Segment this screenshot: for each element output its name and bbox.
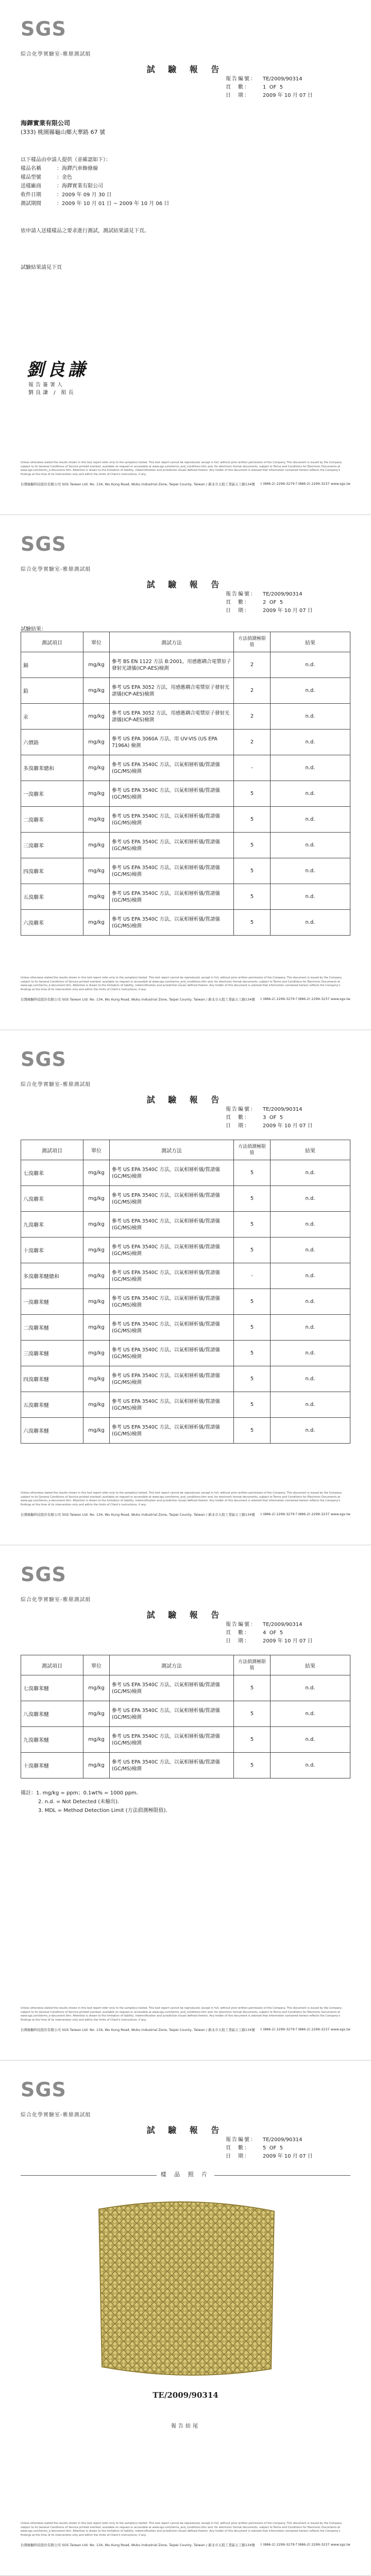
test-unit: mg/kg bbox=[83, 755, 110, 781]
test-item: 多溴聯苯總和 bbox=[21, 755, 83, 781]
disclaimer: Unless otherwise stated the results shown in this test report refer only to the sample(s) tested. This test report cannot be reproduced, except in full, without prior written permission of the Company. This document is issued by the Company subject to its General Conditions of Service printed overleaf, available on request or accessible at www.sgs.com/terms_and_conditions.htm and, for electronic format documents, subject to Terms and Conditions for Electronic Documents at www.sgs.com/terms_e-document.htm. Attention is drawn to the limitation of liability, indemnification and jurisdiction issues defined therein. Any holder of this document is advised that information contained hereon reflects the Company's findings at the time of its intervention only and within the limits of Client's instructions, if any. bbox=[21, 2007, 342, 2022]
test-method: 參考 US EPA 3540C 方法，以氣相層析儀/質譜儀(GC/MS)檢測 bbox=[110, 833, 234, 858]
test-unit: mg/kg bbox=[83, 1392, 110, 1418]
col-method: 測試方法 bbox=[110, 632, 234, 652]
test-result: n.d. bbox=[271, 678, 350, 704]
test-unit: mg/kg bbox=[83, 858, 110, 884]
test-item: 八溴聯苯醚 bbox=[21, 1701, 83, 1727]
footer-phone: t (886-2) 2299-3279 f (886-2) 2299-3237 www.sgs.tw bbox=[260, 2543, 350, 2547]
test-result: n.d. bbox=[271, 1753, 350, 1778]
test-method: 參考 US EPA 3540C 方法，以氣相層析儀/質譜儀(GC/MS)檢測 bbox=[110, 1392, 234, 1418]
test-method: 參考 US EPA 3060A 方法，用 UV-VIS (US EPA 7196A) 檢測 bbox=[110, 730, 234, 755]
signature: 劉良謙 bbox=[25, 360, 93, 380]
test-mdl: 5 bbox=[234, 1212, 271, 1238]
test-method: 參考 US EPA 3540C 方法，以氣相層析儀/質譜儀(GC/MS)檢測 bbox=[110, 1289, 234, 1315]
report-meta bbox=[226, 75, 313, 100]
test-unit: mg/kg bbox=[83, 652, 110, 678]
col-item: 測試項目 bbox=[21, 1140, 83, 1160]
sgs-logo bbox=[21, 1048, 78, 1072]
table-row bbox=[21, 755, 350, 781]
table-row bbox=[21, 652, 350, 678]
test-item: 六溴聯苯 bbox=[21, 910, 83, 936]
fabric-swatch bbox=[99, 2202, 274, 2375]
test-mdl: 5 bbox=[234, 884, 271, 910]
test-item: 一溴聯苯 bbox=[21, 781, 83, 807]
report-title: 試 驗 報 告 bbox=[146, 580, 225, 589]
signer-name: 劉良謙 / 組長 bbox=[28, 390, 76, 396]
report-page-1 bbox=[0, 0, 371, 515]
table-row bbox=[21, 781, 350, 807]
test-unit: mg/kg bbox=[83, 1263, 110, 1289]
report-title: 試 驗 報 告 bbox=[146, 64, 225, 74]
test-result: n.d. bbox=[271, 781, 350, 807]
test-unit: mg/kg bbox=[83, 678, 110, 704]
sgs-logo-text: SGS bbox=[21, 1563, 66, 1586]
test-result: n.d. bbox=[271, 730, 350, 755]
sgs-logo-text: SGS bbox=[21, 18, 66, 40]
test-item: 鉛 bbox=[21, 678, 83, 704]
page-footer bbox=[21, 2007, 350, 2032]
test-result: n.d. bbox=[271, 1238, 350, 1263]
footer-address: 台灣檢驗科技股份有限公司 SGS Taiwan Ltd. No. 134, Wu Kung Road, Wuku Industrial Zone, Taipei County, Taiwan / 新北市五股工業區五工路134號 bbox=[21, 997, 255, 1002]
test-result: n.d. bbox=[271, 1186, 350, 1212]
test-item: 汞 bbox=[21, 704, 83, 730]
footer-address-row bbox=[21, 1512, 350, 1517]
test-unit: mg/kg bbox=[83, 1727, 110, 1753]
test-item: 八溴聯苯 bbox=[21, 1186, 83, 1212]
col-unit: 單位 bbox=[83, 1140, 110, 1160]
test-method: 參考 US EPA 3540C 方法，以氣相層析儀/質譜儀(GC/MS)檢測 bbox=[110, 1753, 234, 1778]
test-unit: mg/kg bbox=[83, 1315, 110, 1341]
test-mdl: 5 bbox=[234, 1675, 271, 1701]
report-page-5 bbox=[0, 2061, 371, 2576]
test-method: 參考 US EPA 3540C 方法，以氣相層析儀/質譜儀(GC/MS)檢測 bbox=[110, 884, 234, 910]
table-row bbox=[21, 1289, 350, 1315]
remarks bbox=[21, 1789, 167, 1815]
page-count: 5 OF 5 bbox=[263, 2145, 283, 2151]
test-unit: mg/kg bbox=[83, 781, 110, 807]
remark-line: 3. MDL = Method Detection Limit (方法偵測極限值). bbox=[38, 1808, 167, 1814]
page-label: 頁 數： bbox=[226, 84, 250, 90]
test-unit: mg/kg bbox=[83, 1366, 110, 1392]
test-method: 參考 US EPA 3540C 方法，以氣相層析儀/質譜儀(GC/MS)檢測 bbox=[110, 781, 234, 807]
col-result: 結果 bbox=[271, 632, 350, 652]
test-method: 參考 US EPA 3540C 方法，以氣相層析儀/質譜儀(GC/MS)檢測 bbox=[110, 1701, 234, 1727]
test-item: 七溴聯苯 bbox=[21, 1160, 83, 1186]
col-mdl: 方法偵測極限值 bbox=[234, 1140, 271, 1160]
table-row bbox=[21, 678, 350, 704]
signer-block bbox=[28, 381, 76, 397]
col-unit: 單位 bbox=[83, 632, 110, 652]
test-method: 參考 BS EN 1122 方法 B:2001，用感應耦合電漿原子發射光譜儀(ICP-AES)檢測 bbox=[110, 652, 234, 678]
table-row bbox=[21, 1675, 350, 1701]
test-result: n.d. bbox=[271, 1315, 350, 1341]
report-no: TE/2009/90314 bbox=[263, 591, 302, 597]
test-mdl: 2 bbox=[234, 704, 271, 730]
col-unit: 單位 bbox=[83, 1655, 110, 1675]
test-method: 參考 US EPA 3540C 方法，以氣相層析儀/質譜儀(GC/MS)檢測 bbox=[110, 1212, 234, 1238]
test-method: 參考 US EPA 3540C 方法，以氣相層析儀/質譜儀(GC/MS)檢測 bbox=[110, 1160, 234, 1186]
footer-phone: t (886-2) 2299-3279 f (886-2) 2299-3237 www.sgs.tw bbox=[260, 2027, 350, 2031]
report-end: 報告結尾 bbox=[171, 2424, 200, 2429]
test-item: 六溴聯苯醚 bbox=[21, 1418, 83, 1444]
test-result: n.d. bbox=[271, 755, 350, 781]
sample-intro: 以下樣品由申請人提供（並確認如下）： bbox=[21, 157, 111, 163]
test-mdl: 5 bbox=[234, 1366, 271, 1392]
test-mdl: 2 bbox=[234, 678, 271, 704]
page-count: 1 OF 5 bbox=[263, 84, 283, 90]
table-row bbox=[21, 858, 350, 884]
test-method: 參考 US EPA 3540C 方法，以氣相層析儀/質譜儀(GC/MS)檢測 bbox=[110, 1675, 234, 1701]
test-item: 三溴聯苯 bbox=[21, 833, 83, 858]
applicant-name: 海鐸實業有限公司 bbox=[21, 120, 71, 127]
test-result: n.d. bbox=[271, 1675, 350, 1701]
test-unit: mg/kg bbox=[83, 1186, 110, 1212]
report-date: 2009 年 10 月 07 日 bbox=[263, 1638, 313, 1644]
test-mdl: 5 bbox=[234, 1315, 271, 1341]
test-mdl: 2 bbox=[234, 730, 271, 755]
lab-subtitle: 綜合化學實驗室-雅鼎測試組 bbox=[21, 52, 91, 57]
test-result: n.d. bbox=[271, 1212, 350, 1238]
col-result: 結果 bbox=[271, 1140, 350, 1160]
results-table bbox=[21, 1140, 350, 1444]
test-unit: mg/kg bbox=[83, 1341, 110, 1366]
test-method: 參考 US EPA 3052 方法，用感應耦合電漿原子發射光譜儀(ICP-AES)檢測 bbox=[110, 678, 234, 704]
test-mdl: 5 bbox=[234, 1289, 271, 1315]
test-mdl: - bbox=[234, 1263, 271, 1289]
table-row bbox=[21, 1315, 350, 1341]
test-mdl: 5 bbox=[234, 1701, 271, 1727]
sample-field: 測試期間 ： 2009 年 10 月 01 日 ~ 2009 年 10 月 06 日 bbox=[21, 201, 170, 207]
col-item: 測試項目 bbox=[21, 632, 83, 652]
test-mdl: - bbox=[234, 755, 271, 781]
report-no-label: 報告編號： bbox=[226, 76, 257, 82]
results-table bbox=[21, 632, 350, 936]
test-method: 參考 US EPA 3540C 方法，以氣相層析儀/質譜儀(GC/MS)檢測 bbox=[110, 1186, 234, 1212]
page-footer bbox=[21, 2522, 350, 2547]
test-mdl: 5 bbox=[234, 807, 271, 833]
remark-line: 2. n.d. = Not Detected (未檢出). bbox=[38, 1799, 120, 1805]
test-method: 參考 US EPA 3052 方法，用感應耦合電漿原子發射光譜儀(ICP-AES)檢測 bbox=[110, 704, 234, 730]
table-row bbox=[21, 884, 350, 910]
footer-address: 台灣檢驗科技股份有限公司 SGS Taiwan Ltd. No. 134, Wu Kung Road, Wuku Industrial Zone, Taipei County, Taiwan / 新北市五股工業區五工路134號 bbox=[21, 2543, 255, 2547]
test-method: 參考 US EPA 3540C 方法，以氣相層析儀/質譜儀(GC/MS)檢測 bbox=[110, 1341, 234, 1366]
table-row bbox=[21, 1753, 350, 1778]
sample-photo bbox=[89, 2189, 284, 2384]
test-method: 參考 US EPA 3540C 方法，以氣相層析儀/質譜儀(GC/MS)檢測 bbox=[110, 1238, 234, 1263]
disclaimer: Unless otherwise stated the results shown in this test report refer only to the sample(s) tested. This test report cannot be reproduced, except in full, without prior written permission of the Company. This document is issued by the Company subject to its General Conditions of Service printed overleaf, available on request or accessible at www.sgs.com/terms_and_conditions.htm and, for electronic format documents, subject to Terms and Conditions for Electronic Documents at www.sgs.com/terms_e-document.htm. Attention is drawn to the limitation of liability, indemnification and jurisdiction issues defined therein. Any holder of this document is advised that information contained hereon reflects the Company's findings at the time of its intervention only and within the limits of Client's instructions, if any. bbox=[21, 2522, 342, 2537]
test-method: 參考 US EPA 3540C 方法，以氣相層析儀/質譜儀(GC/MS)檢測 bbox=[110, 807, 234, 833]
report-date: 2009 年 10 月 07 日 bbox=[263, 2154, 313, 2159]
test-unit: mg/kg bbox=[83, 1701, 110, 1727]
report-page-2 bbox=[0, 515, 371, 1030]
test-result: n.d. bbox=[271, 1366, 350, 1392]
footer-address: 台灣檢驗科技股份有限公司 SGS Taiwan Ltd. No. 134, Wu Kung Road, Wuku Industrial Zone, Taipei County, Taiwan / 新北市五股工業區五工路134號 bbox=[21, 482, 255, 486]
table-row bbox=[21, 1701, 350, 1727]
test-unit: mg/kg bbox=[83, 1212, 110, 1238]
lab-subtitle: 綜合化學實驗室-雅鼎測試組 bbox=[21, 567, 91, 572]
test-mdl: 5 bbox=[234, 1753, 271, 1778]
test-unit: mg/kg bbox=[83, 1418, 110, 1444]
test-result: n.d. bbox=[271, 1341, 350, 1366]
page-count: 4 OF 5 bbox=[263, 1630, 283, 1636]
test-result: n.d. bbox=[271, 1392, 350, 1418]
table-row bbox=[21, 1160, 350, 1186]
test-item: 二溴聯苯醚 bbox=[21, 1315, 83, 1341]
test-unit: mg/kg bbox=[83, 1753, 110, 1778]
test-mdl: 5 bbox=[234, 858, 271, 884]
sample-field: 樣品型號 ： 金色 bbox=[21, 175, 72, 180]
test-result: n.d. bbox=[271, 704, 350, 730]
page-count: 3 OF 5 bbox=[263, 1115, 283, 1121]
test-result: n.d. bbox=[271, 1289, 350, 1315]
remark-line: 備註：1. mg/kg = ppm；0.1wt% = 1000 ppm. bbox=[21, 1790, 138, 1796]
sgs-logo bbox=[21, 533, 78, 556]
test-item: 六價鉻 bbox=[21, 730, 83, 755]
sgs-logo bbox=[21, 18, 78, 41]
test-method: 參考 US EPA 3540C 方法，以氣相層析儀/質譜儀(GC/MS)檢測 bbox=[110, 858, 234, 884]
report-no: TE/2009/90314 bbox=[263, 1622, 302, 1628]
test-mdl: 5 bbox=[234, 1392, 271, 1418]
test-result: n.d. bbox=[271, 858, 350, 884]
test-mdl: 2 bbox=[234, 652, 271, 678]
table-row bbox=[21, 1418, 350, 1444]
test-method: 參考 US EPA 3540C 方法，以氣相層析儀/質譜儀(GC/MS)檢測 bbox=[110, 1315, 234, 1341]
col-mdl: 方法偵測極限值 bbox=[234, 1655, 271, 1675]
test-result: n.d. bbox=[271, 807, 350, 833]
test-mdl: 5 bbox=[234, 1727, 271, 1753]
test-request-note: 依申請人送樣樣品之要求進行測試，測試結果請見下頁。 bbox=[21, 228, 149, 234]
footer-address: 台灣檢驗科技股份有限公司 SGS Taiwan Ltd. No. 134, Wu Kung Road, Wuku Industrial Zone, Taipei County, Taiwan / 新北市五股工業區五工路134號 bbox=[21, 2028, 255, 2032]
date-label: 日 期： bbox=[226, 93, 250, 98]
table-row bbox=[21, 1341, 350, 1366]
table-row bbox=[21, 807, 350, 833]
report-no: TE/2009/90314 bbox=[263, 2137, 302, 2143]
footer-address: 台灣檢驗科技股份有限公司 SGS Taiwan Ltd. No. 134, Wu Kung Road, Wuku Industrial Zone, Taipei County, Taiwan / 新北市五股工業區五工路134號 bbox=[21, 1513, 255, 1517]
report-no: TE/2009/90314 bbox=[263, 76, 302, 82]
test-method: 參考 US EPA 3540C 方法，以氣相層析儀/質譜儀(GC/MS)檢測 bbox=[110, 1727, 234, 1753]
col-result: 結果 bbox=[271, 1655, 350, 1675]
sgs-logo-text: SGS bbox=[21, 2078, 66, 2101]
col-item: 測試項目 bbox=[21, 1655, 83, 1675]
table-row bbox=[21, 704, 350, 730]
report-title: 試 驗 報 告 bbox=[146, 1610, 225, 1620]
table-row bbox=[21, 1727, 350, 1753]
test-item: 一溴聯苯醚 bbox=[21, 1289, 83, 1315]
test-mdl: 5 bbox=[234, 781, 271, 807]
test-mdl: 5 bbox=[234, 1186, 271, 1212]
test-mdl: 5 bbox=[234, 910, 271, 936]
table-row bbox=[21, 1263, 350, 1289]
test-unit: mg/kg bbox=[83, 910, 110, 936]
page-footer bbox=[21, 1492, 350, 1517]
report-date: 2009 年 10 月 07 日 bbox=[263, 1123, 313, 1129]
test-result: n.d. bbox=[271, 833, 350, 858]
test-result: n.d. bbox=[271, 1263, 350, 1289]
table-row bbox=[21, 1392, 350, 1418]
sgs-logo bbox=[21, 2078, 78, 2102]
test-unit: mg/kg bbox=[83, 1238, 110, 1263]
disclaimer: Unless otherwise stated the results shown in this test report refer only to the sample(s) tested. This test report cannot be reproduced, except in full, without prior written permission of the Company. This document is issued by the Company subject to its General Conditions of Service printed overleaf, available on request or accessible at www.sgs.com/terms_and_conditions.htm and, for electronic format documents, subject to Terms and Conditions for Electronic Documents at www.sgs.com/terms_e-document.htm. Attention is drawn to the limitation of liability, indemnification and jurisdiction issues defined therein. Any holder of this document is advised that information contained hereon reflects the Company's findings at the time of its intervention only and within the limits of Client's instructions, if any. bbox=[21, 1492, 342, 1506]
test-unit: mg/kg bbox=[83, 884, 110, 910]
test-method: 參考 US EPA 3540C 方法，以氣相層析儀/質譜儀(GC/MS)檢測 bbox=[110, 1366, 234, 1392]
footer-address-row bbox=[21, 2027, 350, 2032]
photo-caption: TE/2009/90314 bbox=[153, 2391, 218, 2400]
test-method: 參考 US EPA 3540C 方法，以氣相層析儀/質譜儀(GC/MS)檢測 bbox=[110, 755, 234, 781]
lab-subtitle: 綜合化學實驗室-雅鼎測試組 bbox=[21, 1082, 91, 1088]
test-mdl: 5 bbox=[234, 1418, 271, 1444]
test-item: 四溴聯苯 bbox=[21, 858, 83, 884]
result-note: 試驗結果請見下頁 bbox=[21, 265, 62, 270]
test-item: 四溴聯苯醚 bbox=[21, 1366, 83, 1392]
test-result: n.d. bbox=[271, 910, 350, 936]
test-item: 三溴聯苯醚 bbox=[21, 1341, 83, 1366]
test-unit: mg/kg bbox=[83, 730, 110, 755]
test-result: n.d. bbox=[271, 1701, 350, 1727]
applicant-block bbox=[21, 118, 105, 137]
results-table bbox=[21, 1655, 350, 1778]
test-item: 十溴聯苯 bbox=[21, 1238, 83, 1263]
table-row bbox=[21, 910, 350, 936]
test-item: 多溴聯苯醚總和 bbox=[21, 1263, 83, 1289]
report-date: 2009 年 10 月 07 日 bbox=[263, 608, 313, 614]
table-row bbox=[21, 833, 350, 858]
test-method: 參考 US EPA 3540C 方法，以氣相層析儀/質譜儀(GC/MS)檢測 bbox=[110, 1263, 234, 1289]
test-item: 九溴聯苯 bbox=[21, 1212, 83, 1238]
test-mdl: 5 bbox=[234, 833, 271, 858]
sample-info bbox=[21, 156, 169, 208]
footer-phone: t (886-2) 2299-3279 f (886-2) 2299-3237 www.sgs.tw bbox=[260, 482, 350, 486]
test-mdl: 5 bbox=[234, 1160, 271, 1186]
col-method: 測試方法 bbox=[110, 1655, 234, 1675]
table-row bbox=[21, 1186, 350, 1212]
test-item: 十溴聯苯醚 bbox=[21, 1753, 83, 1778]
lab-subtitle: 綜合化學實驗室-雅鼎測試組 bbox=[21, 2112, 91, 2118]
test-method: 參考 US EPA 3540C 方法，以氣相層析儀/質譜儀(GC/MS)檢測 bbox=[110, 1418, 234, 1444]
sample-field: 送樣廠商 ： 海鐸實業有限公司 bbox=[21, 183, 103, 189]
footer-address-row bbox=[21, 2543, 350, 2547]
col-method: 測試方法 bbox=[110, 1140, 234, 1160]
sgs-logo bbox=[21, 1563, 78, 1587]
report-title: 試 驗 報 告 bbox=[146, 1095, 225, 1105]
footer-phone: t (886-2) 2299-3279 f (886-2) 2299-3237 www.sgs.tw bbox=[260, 1512, 350, 1516]
footer-address-row bbox=[21, 997, 350, 1002]
footer-phone: t (886-2) 2299-3279 f (886-2) 2299-3237 www.sgs.tw bbox=[260, 997, 350, 1001]
test-result: n.d. bbox=[271, 652, 350, 678]
sgs-logo-text: SGS bbox=[21, 1048, 66, 1071]
page-footer bbox=[21, 461, 350, 486]
table-row bbox=[21, 730, 350, 755]
test-unit: mg/kg bbox=[83, 833, 110, 858]
col-mdl: 方法偵測極限值 bbox=[234, 632, 271, 652]
disclaimer: Unless otherwise stated the results shown in this test report refer only to the sample(s) tested. This test report cannot be reproduced, except in full, without prior written permission of the Company. This document is issued by the Company subject to its General Conditions of Service printed overleaf, available on request or accessible at www.sgs.com/terms_and_conditions.htm and, for electronic format documents, subject to Terms and Conditions for Electronic Documents at www.sgs.com/terms_e-document.htm. Attention is drawn to the limitation of liability, indemnification and jurisdiction issues defined therein. Any holder of this document is advised that information contained hereon reflects the Company's findings at the time of its intervention only and within the limits of Client's instructions, if any. bbox=[21, 461, 342, 476]
sample-field: 收件日期 ： 2009 年 09 月 30 日 bbox=[21, 192, 112, 198]
sgs-logo-text: SGS bbox=[21, 533, 66, 555]
page-count: 2 OF 5 bbox=[263, 600, 283, 605]
report-page-4 bbox=[0, 1546, 371, 2061]
test-unit: mg/kg bbox=[83, 807, 110, 833]
disclaimer: Unless otherwise stated the results shown in this test report refer only to the sample(s) tested. This test report cannot be reproduced, except in full, without prior written permission of the Company. This document is issued by the Company subject to its General Conditions of Service printed overleaf, available on request or accessible at www.sgs.com/terms_and_conditions.htm and, for electronic format documents, subject to Terms and Conditions for Electronic Documents at www.sgs.com/terms_e-document.htm. Attention is drawn to the limitation of liability, indemnification and jurisdiction issues defined therein. Any holder of this document is advised that information contained hereon reflects the Company's findings at the time of its intervention only and within the limits of Client's instructions, if any. bbox=[21, 976, 342, 991]
report-date: 2009 年 10 月 07 日 bbox=[263, 93, 313, 98]
sample-field: 樣品名稱 ： 海鐸汽車飾條線 bbox=[21, 166, 98, 172]
test-results-label: 試驗結果： bbox=[21, 626, 46, 632]
test-unit: mg/kg bbox=[83, 1160, 110, 1186]
report-meta: 報告編號： TE/2009/90314 頁 數： 4 OF 5 日 期： 2009 年 10 月 07 日 bbox=[226, 1621, 313, 1646]
test-method: 參考 US EPA 3540C 方法，以氣相層析儀/質譜儀(GC/MS)檢測 bbox=[110, 910, 234, 936]
footer-address-row bbox=[21, 482, 350, 486]
applicant-address: (333) 桃園縣龜山鄉大華路 67 號 bbox=[21, 129, 106, 135]
test-result: n.d. bbox=[271, 884, 350, 910]
test-item: 五溴聯苯醚 bbox=[21, 1392, 83, 1418]
test-result: n.d. bbox=[271, 1727, 350, 1753]
test-item: 鎘 bbox=[21, 652, 83, 678]
report-page-3 bbox=[0, 1030, 371, 1546]
test-unit: mg/kg bbox=[83, 1675, 110, 1701]
signer-title: 報告簽署人 bbox=[28, 382, 64, 388]
test-result: n.d. bbox=[271, 1160, 350, 1186]
test-unit: mg/kg bbox=[83, 1289, 110, 1315]
test-item: 五溴聯苯 bbox=[21, 884, 83, 910]
photo-title: 樣 品 照 片 bbox=[0, 2170, 371, 2178]
test-item: 二溴聯苯 bbox=[21, 807, 83, 833]
report-title: 試 驗 報 告 bbox=[146, 2125, 225, 2135]
report-no: TE/2009/90314 bbox=[263, 1107, 302, 1112]
table-row bbox=[21, 1212, 350, 1238]
report-meta: 報告編號： TE/2009/90314 頁 數： 3 OF 5 日 期： 2009 年 10 月 07 日 bbox=[226, 1106, 313, 1130]
lab-subtitle: 綜合化學實驗室-雅鼎測試組 bbox=[21, 1597, 91, 1603]
test-result: n.d. bbox=[271, 1418, 350, 1444]
test-item: 七溴聯苯醚 bbox=[21, 1675, 83, 1701]
table-row bbox=[21, 1366, 350, 1392]
test-item: 九溴聯苯醚 bbox=[21, 1727, 83, 1753]
test-mdl: 5 bbox=[234, 1341, 271, 1366]
report-meta: 報告編號： TE/2009/90314 頁 數： 5 OF 5 日 期： 2009 年 10 月 07 日 bbox=[226, 2136, 313, 2161]
page-footer bbox=[21, 976, 350, 1002]
table-row bbox=[21, 1238, 350, 1263]
test-unit: mg/kg bbox=[83, 704, 110, 730]
test-mdl: 5 bbox=[234, 1238, 271, 1263]
report-meta: 報告編號： TE/2009/90314 頁 數： 2 OF 5 日 期： 2009 年 10 月 07 日 bbox=[226, 590, 313, 615]
